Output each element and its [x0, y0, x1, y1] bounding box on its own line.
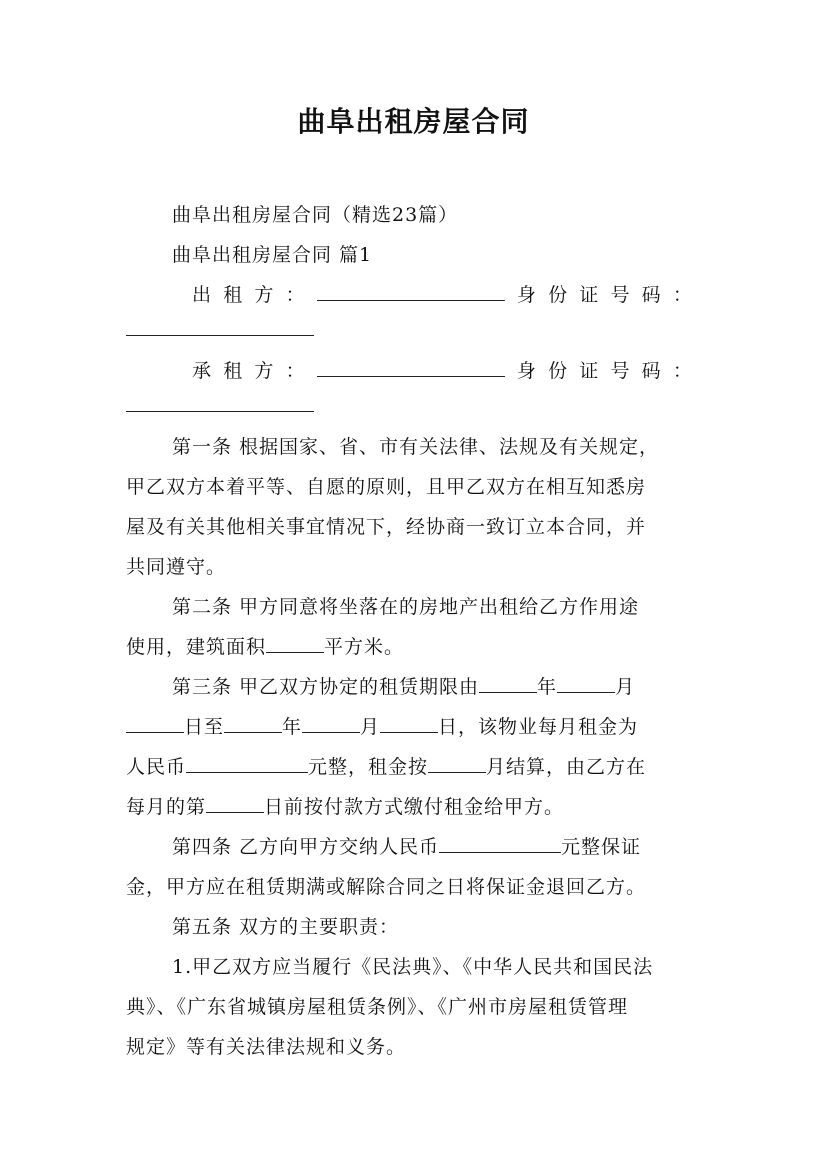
start-month-blank: [557, 674, 615, 693]
lessee-id-char: 码: [641, 360, 661, 382]
article-3-text: 每月的第: [126, 796, 207, 818]
article-2-text: 平方米。: [324, 636, 405, 658]
lessee-label-char: ：: [285, 360, 305, 382]
lessor-id-char: 证: [579, 284, 599, 306]
article-3-text: 日前按付款方式缴付租金给甲方。: [264, 796, 565, 818]
article-5-item-line: 1.甲乙双方应当履行《民法典》、《中华人民共和国民法: [172, 956, 654, 978]
lessee-id-blank: [126, 410, 314, 412]
document-subtitle: 曲阜出租房屋合同（精选23篇）: [172, 204, 459, 226]
lessee-id-char: 份: [548, 360, 568, 382]
lessor-id-char: 号: [610, 284, 630, 306]
area-blank: [266, 634, 324, 653]
article-3-text: 月: [360, 716, 381, 738]
lessee-id-char: 证: [579, 360, 599, 382]
lessor-id-char: ：: [672, 284, 692, 306]
article-3-text: 年: [282, 716, 303, 738]
lessor-id-char: 份: [548, 284, 568, 306]
article-3-text: 元整，租金按: [308, 756, 429, 778]
article-2-text: 使用，建筑面积: [126, 636, 267, 658]
lessor-label-char: ：: [285, 284, 305, 306]
article-1-line: 甲乙双方本着平等、自愿的原则，且甲乙双方在相互知悉房: [126, 476, 647, 498]
lessor-id-char: 码: [641, 284, 661, 306]
article-3-text: 年: [537, 676, 558, 698]
article-5-heading: 第五条 双方的主要职责：: [172, 916, 400, 938]
end-month-blank: [302, 714, 360, 733]
article-4-text: 元整保证: [561, 836, 642, 858]
billing-cycle-blank: [428, 754, 486, 773]
end-year-blank: [224, 714, 282, 733]
article-4-line: 金，甲方应在租赁期满或解除合同之日将保证金退回乙方。: [126, 876, 647, 898]
lessor-label-char: 租: [223, 284, 243, 306]
lessor-label-char: 出: [192, 284, 212, 306]
article-3-line: [126, 792, 716, 819]
article-1-line: 共同遵守。: [126, 556, 227, 578]
article-1-line: 第一条 根据国家、省、市有关法律、法规及有关规定，: [172, 436, 660, 458]
article-2-line: [126, 632, 716, 659]
article-3-text: 日至: [184, 716, 225, 738]
article-4-text: 第四条 乙方向甲方交纳人民币: [172, 836, 440, 858]
article-3-line: [126, 712, 716, 739]
document-title: 曲阜出租房屋合同: [297, 105, 530, 138]
lessor-label-char: 方: [254, 284, 274, 306]
article-1-line: 屋及有关其他相关事宜情况下，经协商一致订立本合同，并: [126, 516, 647, 538]
lessor-id-char: 身: [516, 284, 536, 306]
lessee-label-char: 方: [254, 360, 274, 382]
lessee-id-char: 号: [610, 360, 630, 382]
lessee-id-char: 身: [516, 360, 536, 382]
start-year-blank: [479, 674, 537, 693]
article-5-item-line: 规定》等有关法律法规和义务。: [126, 1036, 407, 1058]
article-4-line: [172, 832, 762, 859]
lessor-id-blank: [126, 334, 314, 336]
lessee-name-blank: [317, 358, 505, 377]
lessor-line: [192, 280, 692, 307]
payment-day-blank: [206, 794, 264, 813]
article-2-line: 第二条 甲方同意将坐落在的房地产出租给乙方作用途: [172, 596, 640, 618]
article-3-line: [126, 752, 716, 779]
article-3-text: 月: [615, 676, 636, 698]
lessee-line: [192, 356, 692, 383]
start-day-blank: [126, 714, 184, 733]
article-3-text: 日，该物业每月租金为: [438, 716, 639, 738]
lessor-name-blank: [317, 282, 505, 301]
rent-amount-blank: [186, 754, 308, 773]
article-3-line: [172, 672, 762, 699]
article-3-text: 月结算，由乙方在: [486, 756, 647, 778]
deposit-amount-blank: [439, 834, 561, 853]
end-day-blank: [380, 714, 438, 733]
lessee-label-char: 承: [192, 360, 212, 382]
article-3-text: 第三条 甲乙双方协定的租赁期限由: [172, 676, 480, 698]
section-heading: 曲阜出租房屋合同 篇1: [172, 244, 373, 266]
article-3-text: 人民币: [126, 756, 187, 778]
lessee-id-char: ：: [672, 360, 692, 382]
article-5-item-line: 典》、《广东省城镇房屋租赁条例》、《广州市房屋租赁管理: [126, 996, 629, 1018]
lessee-label-char: 租: [223, 360, 243, 382]
